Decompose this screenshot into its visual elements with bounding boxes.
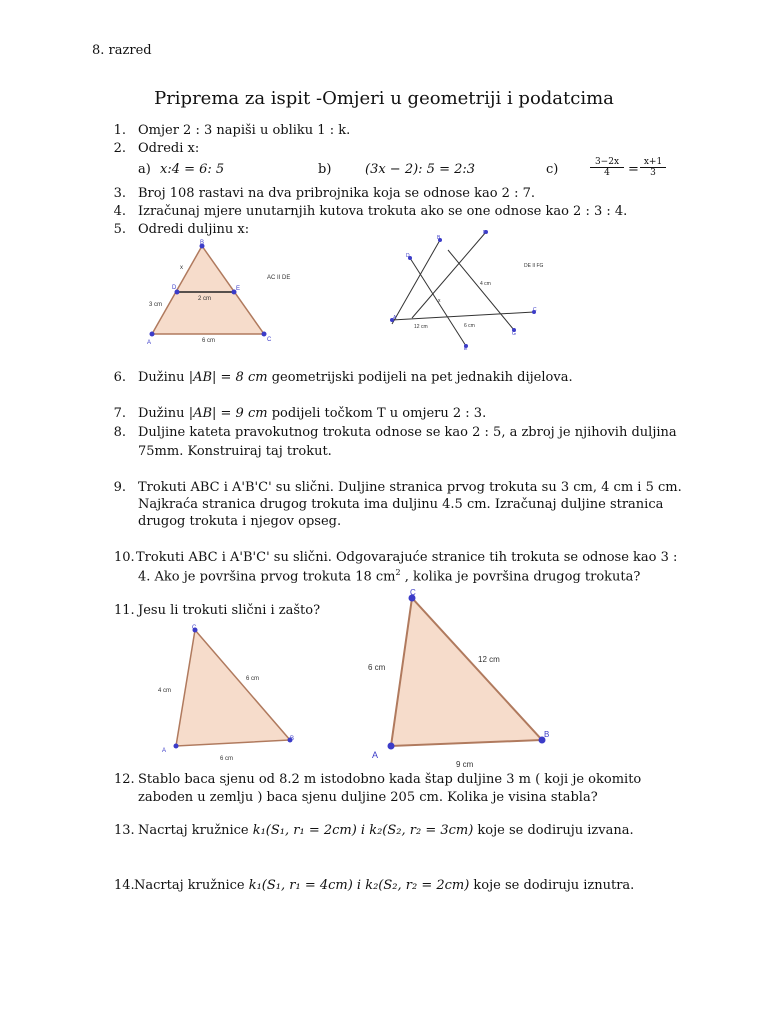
question-number: 7.	[113, 406, 126, 421]
triangle-figure-4	[364, 586, 564, 770]
question-number: 5.	[113, 222, 126, 237]
part-a-equation: x:4 = 6: 5	[160, 162, 225, 177]
question-text: Odredi x:	[138, 141, 200, 156]
label-b: B	[200, 240, 205, 246]
intersecting-lines-figure-2	[382, 230, 552, 352]
label-6cm: 6 cm	[464, 323, 475, 329]
question-text: Dužinu |AB| = 9 cm podijeli točkom T u omjeru 2 : 3.	[138, 406, 487, 421]
label-g: G	[512, 331, 516, 337]
label-4cm: 4 cm	[480, 281, 491, 287]
label-ac-length: 4 cm	[158, 688, 172, 694]
label-x: x	[180, 265, 183, 271]
label-ac-length: 6 cm	[202, 338, 216, 344]
label-de-length: 2 cm	[198, 296, 212, 302]
question-number: 6.	[113, 370, 126, 385]
label-f: F	[483, 230, 487, 236]
question-number: 14.	[114, 878, 135, 893]
label-c: C	[192, 625, 197, 631]
label-x: x	[438, 298, 441, 304]
question-text: Izračunaj mjere unutarnjih kutova trokuta ako se one odnose kao 2 : 3 : 4.	[138, 204, 628, 219]
label-c: C	[267, 337, 272, 343]
label-ad-length: 3 cm	[149, 302, 163, 308]
grade-label: 8. razred	[92, 43, 152, 58]
parallel-note: DE II FG	[524, 263, 544, 269]
question-text-line-3: drugog trokuta i njegov opseg.	[138, 514, 342, 529]
question-number: 1.	[113, 123, 126, 138]
question-text-line-2: 75mm. Konstruiraj taj trokut.	[138, 444, 332, 459]
question-text: Jesu li trokuti slični i zašto?	[138, 603, 321, 618]
label-bc-length: 6 cm	[246, 676, 260, 682]
fraction-left: $\frac{3-2x}{4}$	[590, 157, 624, 178]
question-number: 11.	[114, 603, 135, 618]
label-e: E	[464, 346, 468, 352]
question-text: Omjer 2 : 3 napiši u obliku 1 : k.	[138, 123, 351, 138]
label-ab-length: 9 cm	[456, 760, 474, 769]
question-number: 9.	[113, 480, 126, 495]
label-a: A	[393, 315, 397, 321]
question-number: 13.	[114, 823, 135, 838]
question-number: 12.	[114, 772, 135, 787]
part-b-label: b)	[318, 162, 332, 177]
page-title: Priprema za ispit -Omjeri u geometriji i podatcima	[154, 88, 614, 109]
label-12cm: 12 cm	[414, 324, 428, 330]
question-text-line-2: 4. Ako je površina prvog trokuta 18 $cm^2$ , kolika je površina drugog trokuta?	[138, 568, 641, 585]
parallel-note: AC II DE	[267, 275, 291, 281]
label-a: A	[162, 748, 167, 754]
label-b: B	[437, 235, 441, 241]
label-a: A	[372, 750, 379, 760]
triangle-figure-1	[140, 238, 310, 350]
equals-sign: =	[628, 162, 639, 177]
label-d: D	[172, 285, 177, 291]
question-text-line-1: Stablo baca sjenu od 8.2 m istodobno kada štap duljine 3 m ( koji je okomito	[138, 772, 642, 787]
question-text: Nacrtaj kružnice k₁(S₁, r₁ = 2cm) i k₂(S₂, r₂ = 3cm) koje se dodiruju izvana.	[138, 823, 634, 838]
question-number: 2.	[113, 141, 126, 156]
label-bc-length: 12 cm	[478, 655, 500, 664]
part-b-equation: (3x − 2): 5 = 2:3	[365, 162, 476, 177]
question-text: Odredi duljinu x:	[138, 222, 250, 237]
question-text-line-1: Trokuti ABC i A'B'C' su slični. Odgovarajuće stranice tih trokuta se odnose kao 3 :	[136, 550, 678, 565]
label-c: C	[533, 307, 537, 313]
question-number: 8.	[113, 425, 126, 440]
label-e: E	[236, 286, 241, 292]
question-text: Broj 108 rastavi na dva pribrojnika koja se odnose kao 2 : 7.	[138, 186, 535, 201]
label-b: B	[544, 730, 550, 739]
question-text-line-2: zaboden u zemlju ) baca sjenu duljine 205 cm. Kolika je visina stabla?	[138, 790, 598, 805]
question-text: Nacrtaj kružnice k₁(S₁, r₁ = 4cm) i k₂(S₂, r₂ = 2cm) koje se dodiruju iznutra.	[134, 878, 635, 893]
question-text: Dužinu |AB| = 8 cm geometrijski podijeli na pet jednakih dijelova.	[138, 370, 573, 385]
label-d: D	[406, 253, 410, 259]
fraction-right: $\frac{x+1}{3}$	[640, 157, 666, 178]
label-ab-length: 6 cm	[220, 756, 234, 762]
label-ac-length: 6 cm	[368, 663, 386, 672]
label-a: A	[147, 340, 152, 346]
triangle-figure-3	[150, 620, 310, 768]
label-b: B	[290, 736, 295, 742]
question-text-line-2: Najkraća stranica drugog trokuta ima duljinu 4.5 cm. Izračunaj duljine stranica	[138, 497, 664, 512]
part-c-label: c)	[546, 162, 559, 177]
question-text-line-1: Trokuti ABC i A'B'C' su slični. Duljine stranica prvog trokuta su 3 cm, 4 cm i 5 cm.	[138, 480, 682, 495]
question-number: 4.	[113, 204, 126, 219]
question-number: 10.	[114, 550, 135, 565]
label-c: C	[410, 588, 416, 597]
part-a-label: a)	[138, 162, 151, 177]
question-number: 3.	[113, 186, 126, 201]
question-text-line-1: Duljine kateta pravokutnog trokuta odnose se kao 2 : 5, a zbroj je njihovih duljina	[138, 425, 677, 440]
